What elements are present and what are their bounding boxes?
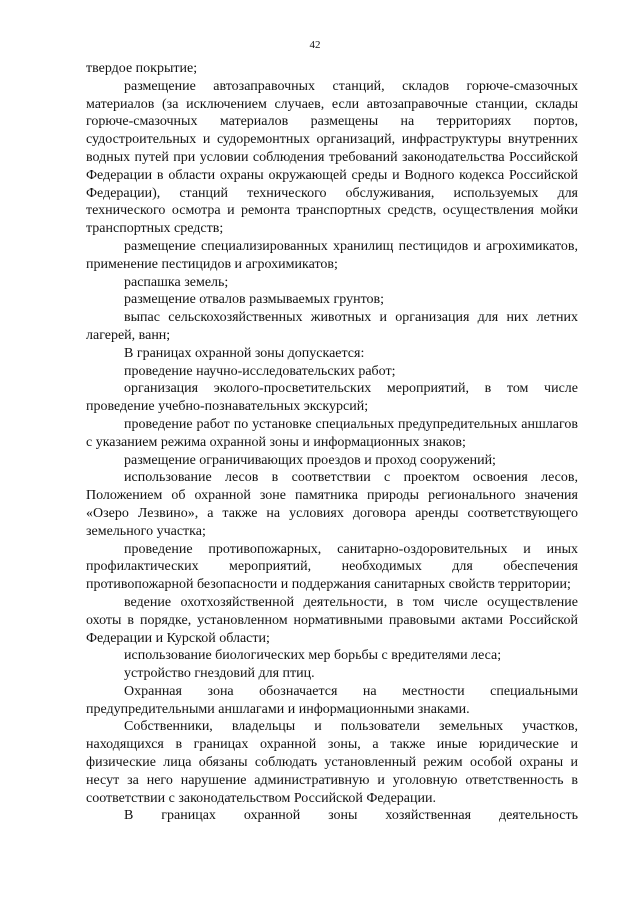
paragraph: Охранная зона обозначается на местности специальными предупредительными аншлагами и информационными знаками.: [86, 683, 578, 717]
paragraph: использование лесов в соответствии с проектом освоения лесов, Положением об охранной зоне памятника природы регионального значения «Озеро Лезвино», а также на условиях договора аренды соответствующего земельного участка;: [86, 470, 578, 539]
paragraph: размещение автозаправочных станций, складов горюче-смазочных материалов (за исключением случаев, если автозаправочные станции, склады горюче-смазочных материалов размещены на территориях портов, судостроительных и судоремонтных организаций, инфраструктуры внутренних водных путей при условии соблюдения требований законодательства Российской Федерации в области охраны окружающей среды и Водного кодекса Российской Федерации), станций технического обслуживания, используемых для технического осмотра и ремонта транспортных средств, осуществления мойки транспортных средств;: [86, 78, 578, 237]
paragraph: организация эколого-просветительских мероприятий, в том числе проведение учебно-познавательных экскурсий;: [86, 381, 578, 415]
paragraph: устройство гнездовий для птиц.: [124, 666, 315, 682]
paragraph: размещение отвалов размываемых грунтов;: [124, 292, 385, 308]
paragraph: В границах охранной зоны допускается:: [124, 345, 365, 361]
paragraph: проведение работ по установке специальных предупредительных аншлагов с указанием режима охранной зоны и информационных знаков;: [86, 416, 578, 450]
paragraph: распашка земель;: [124, 274, 229, 290]
paragraph: использование биологических мер борьбы с вредителями леса;: [124, 648, 502, 664]
paragraph: выпас сельскохозяйственных животных и организация для них летних лагерей, ванн;: [86, 310, 578, 343]
paragraph: твердое покрытие;: [86, 61, 198, 76]
paragraph: размещение специализированных хранилищ пестицидов и агрохимикатов, применение пестицидов и агрохимикатов;: [86, 238, 578, 272]
paragraph: проведение научно-исследовательских работ;: [124, 363, 396, 379]
paragraph: размещение ограничивающих проездов и проход сооружений;: [124, 452, 496, 468]
paragraph: проведение противопожарных, санитарно-оздоровительных и иных профилактических мероприятий, необходимых для обеспечения противопожарной безопасности и поддержания санитарных свойств территории;: [86, 541, 578, 593]
page-number: 42: [309, 39, 321, 51]
paragraph-continued: В границах охранной зоны хозяйственная деятельность: [124, 808, 578, 824]
document-body: [86, 60, 578, 825]
paragraph: ведение охотхозяйственной деятельности, в том числе осуществление охоты в порядке, установленном нормативными правовыми актами Российской Федерации и Курской области;: [86, 594, 578, 646]
paragraph: Собственники, владельцы и пользователи земельных участков, находящихся в границах охранной зоны, а также иные юридические и физические лица обязаны соблюдать установленный режим особой охраны и несут за него нарушение административную и уголовную ответственность в соответствии с законодательством Российской Федерации.: [86, 719, 578, 806]
